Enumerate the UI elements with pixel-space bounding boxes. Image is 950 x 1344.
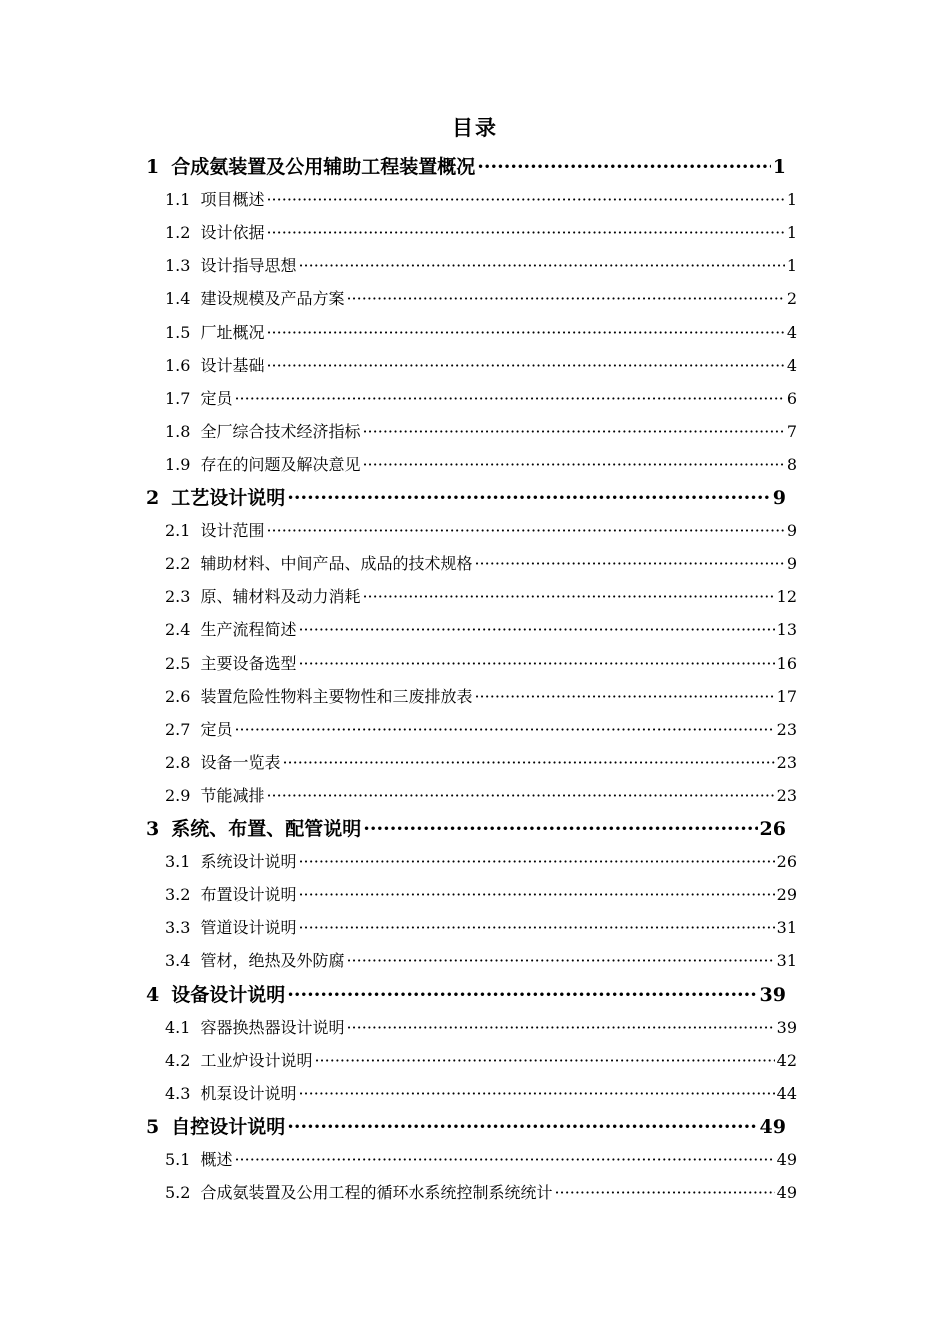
dot-leader xyxy=(362,448,784,481)
toc-title: 目录 xyxy=(452,115,498,140)
toc-entry-page: 29 xyxy=(776,885,797,905)
toc-entry-page: 49 xyxy=(776,1150,797,1169)
toc-section-entry[interactable] xyxy=(165,382,797,415)
toc-entry-title: 设计范围 xyxy=(200,521,265,541)
dot-leader xyxy=(287,481,771,515)
toc-entry-title: 机泵设计说明 xyxy=(200,1083,297,1103)
toc-section-entry[interactable] xyxy=(165,282,797,315)
toc-entry-number: 1.1 xyxy=(165,190,191,210)
toc-section-entry[interactable] xyxy=(165,547,797,580)
toc-chapter-entry[interactable] xyxy=(146,978,786,1012)
toc-section-entry[interactable] xyxy=(165,1143,797,1176)
toc-chapter-entry[interactable] xyxy=(146,812,786,846)
dot-leader xyxy=(346,282,784,315)
toc-entry-title: 装置危险性物料主要物性和三废排放表 xyxy=(200,686,473,706)
toc-entry-number: 2.3 xyxy=(165,587,191,607)
toc-section-entry[interactable] xyxy=(165,845,797,878)
toc-entry-number: 3.3 xyxy=(165,918,191,938)
toc-entry-page: 23 xyxy=(776,719,797,739)
toc-entry-title: 建设规模及产品方案 xyxy=(200,289,345,309)
toc-section-entry[interactable] xyxy=(165,1077,797,1110)
toc-entry-page: 6 xyxy=(786,388,797,408)
toc-entry-title: 设备设计说明 xyxy=(171,983,286,1006)
dot-leader xyxy=(266,514,784,547)
toc-entry-page: 13 xyxy=(776,620,797,640)
toc-entry-page: 26 xyxy=(776,852,797,872)
toc-section-entry[interactable] xyxy=(165,216,797,249)
toc-entry-page: 44 xyxy=(776,1083,797,1103)
toc-entry-page: 1 xyxy=(786,190,797,210)
dot-leader xyxy=(474,547,784,580)
toc-entry-page: 1 xyxy=(786,256,797,276)
toc-entry-page: 2 xyxy=(786,289,797,309)
toc-entry-page: 4 xyxy=(786,322,797,342)
dot-leader xyxy=(298,613,774,646)
dot-leader xyxy=(266,183,784,216)
toc-entry-page: 49 xyxy=(776,1183,797,1203)
toc-entry-page: 9 xyxy=(786,521,797,541)
toc-entry-number: 1 xyxy=(146,156,160,178)
dot-leader xyxy=(314,1044,774,1077)
toc-entry-title: 布置设计说明 xyxy=(200,885,297,905)
toc-entry-number: 3.2 xyxy=(165,885,191,905)
toc-entry-page: 16 xyxy=(776,653,797,673)
toc-entry-number: 4.1 xyxy=(165,1017,191,1037)
toc-section-entry[interactable] xyxy=(165,713,797,746)
toc-entry-number: 1.6 xyxy=(165,355,191,375)
toc-entry-title: 合成氨装置及公用工程的循环水系统控制系统统计 xyxy=(200,1183,553,1203)
toc-entry-title: 合成氨装置及公用辅助工程装置概况 xyxy=(171,156,476,178)
dot-leader xyxy=(298,845,774,878)
toc-entry-page: 31 xyxy=(776,918,797,938)
toc-section-entry[interactable] xyxy=(165,448,797,481)
toc-entry-page: 31 xyxy=(776,951,797,971)
toc-entry-title: 项目概述 xyxy=(200,190,265,210)
toc-entry-number: 3 xyxy=(146,818,160,840)
toc-section-entry[interactable] xyxy=(165,249,797,282)
toc-entry-number: 3.1 xyxy=(165,852,191,872)
toc-entry-title: 设计基础 xyxy=(200,355,265,375)
toc-entry-title: 主要设备选型 xyxy=(200,653,297,673)
toc-section-entry[interactable] xyxy=(165,415,797,448)
dot-leader xyxy=(363,812,757,846)
toc-entry-title: 管材，绝热及外防腐 xyxy=(200,951,345,971)
dot-leader xyxy=(474,680,774,713)
toc-entry-number: 4.3 xyxy=(165,1083,191,1103)
toc-entry-title: 容器换热器设计说明 xyxy=(200,1017,345,1037)
toc-chapter-entry[interactable] xyxy=(146,1110,786,1144)
toc-section-entry[interactable] xyxy=(165,944,797,977)
toc-entry-number: 2.1 xyxy=(165,521,191,541)
toc-entry-title: 定员 xyxy=(200,388,233,408)
toc-section-entry[interactable] xyxy=(165,316,797,349)
dot-leader xyxy=(362,415,784,448)
toc-entry-number: 2.9 xyxy=(165,785,191,805)
toc-entry-number: 1.7 xyxy=(165,388,191,408)
toc-entry-page: 9 xyxy=(772,487,786,509)
toc-section-entry[interactable] xyxy=(165,183,797,216)
toc-entry-page: 8 xyxy=(786,454,797,474)
toc-entry-page: 39 xyxy=(759,983,786,1006)
toc-section-entry[interactable] xyxy=(165,613,797,646)
dot-leader xyxy=(266,316,784,349)
dot-leader xyxy=(554,1176,774,1209)
dot-leader xyxy=(477,150,771,184)
toc-entry-title: 全厂综合技术经济指标 xyxy=(200,421,361,441)
dot-leader xyxy=(298,878,774,911)
toc-entry-number: 1.4 xyxy=(165,289,191,309)
toc-section-entry[interactable] xyxy=(165,647,797,680)
toc-entry-page: 9 xyxy=(786,554,797,574)
dot-leader xyxy=(234,382,784,415)
toc-entry-title: 设备一览表 xyxy=(200,752,281,772)
toc-section-entry[interactable] xyxy=(165,1176,797,1209)
toc-entry-title: 原、辅材料及动力消耗 xyxy=(200,587,361,607)
toc-entry-title: 管道设计说明 xyxy=(200,918,297,938)
dot-leader xyxy=(298,249,784,282)
dot-leader xyxy=(287,978,757,1012)
dot-leader xyxy=(298,911,774,944)
toc-section-entry[interactable] xyxy=(165,1044,797,1077)
toc-entry-number: 2.4 xyxy=(165,620,191,640)
toc-entry-title: 辅助材料、中间产品、成品的技术规格 xyxy=(200,554,473,574)
toc-section-entry[interactable] xyxy=(165,746,797,779)
toc-entry-number: 2.2 xyxy=(165,554,191,574)
dot-leader xyxy=(266,779,774,812)
toc-entry-title: 设计指导思想 xyxy=(200,256,297,276)
toc-section-entry[interactable] xyxy=(165,580,797,613)
toc-section-entry[interactable] xyxy=(165,1011,797,1044)
toc-entry-title: 系统、布置、配管说明 xyxy=(171,818,362,840)
toc-entry-title: 存在的问题及解决意见 xyxy=(200,454,361,474)
toc-section-entry[interactable] xyxy=(165,911,797,944)
toc-entry-number: 1.8 xyxy=(165,421,191,441)
toc-entry-number: 1.2 xyxy=(165,223,191,243)
toc-entry-title: 自控设计说明 xyxy=(171,1115,286,1138)
toc-entry-title: 系统设计说明 xyxy=(200,852,297,872)
dot-leader xyxy=(282,746,774,779)
toc-entry-page: 1 xyxy=(786,223,797,243)
toc-entry-number: 4.2 xyxy=(165,1050,191,1070)
toc-entry-page: 7 xyxy=(786,421,797,441)
toc-entry-number: 2.8 xyxy=(165,752,191,772)
toc-entry-title: 定员 xyxy=(200,719,233,739)
dot-leader xyxy=(287,1110,757,1144)
toc-chapter-entry[interactable] xyxy=(146,150,786,184)
toc-section-entry[interactable] xyxy=(165,514,797,547)
dot-leader xyxy=(346,944,774,977)
toc-entry-page: 23 xyxy=(776,785,797,805)
toc-entry-page: 42 xyxy=(776,1050,797,1070)
toc-section-entry[interactable] xyxy=(165,779,797,812)
dot-leader xyxy=(346,1011,774,1044)
toc-entry-page: 39 xyxy=(776,1017,797,1037)
toc-entry-number: 3.4 xyxy=(165,951,191,971)
dot-leader xyxy=(298,1077,774,1110)
toc-entry-page: 23 xyxy=(776,752,797,772)
toc-entry-page: 1 xyxy=(772,156,786,178)
dot-leader xyxy=(266,349,784,382)
toc-entry-title: 工业炉设计说明 xyxy=(200,1050,313,1070)
toc-entry-number: 5.2 xyxy=(165,1183,191,1203)
toc-entry-title: 概述 xyxy=(200,1150,233,1169)
toc-entry-number: 1.5 xyxy=(165,322,191,342)
toc-section-entry[interactable] xyxy=(165,680,797,713)
toc-entry-number: 2.6 xyxy=(165,686,191,706)
toc-entry-page: 12 xyxy=(776,587,797,607)
toc-entry-number: 5 xyxy=(146,1115,160,1138)
toc-section-entry[interactable] xyxy=(165,878,797,911)
toc-entry-number: 4 xyxy=(146,983,160,1006)
toc-entry-page: 49 xyxy=(759,1115,786,1138)
toc-entry-page: 17 xyxy=(776,686,797,706)
toc-section-entry[interactable] xyxy=(165,349,797,382)
toc-entry-title: 厂址概况 xyxy=(200,322,265,342)
dot-leader xyxy=(234,713,774,746)
toc-entry-page: 26 xyxy=(759,818,786,840)
toc-chapter-entry[interactable] xyxy=(146,481,786,515)
toc-entry-number: 1.3 xyxy=(165,256,191,276)
toc-entry-number: 2 xyxy=(146,487,160,509)
dot-leader xyxy=(298,647,774,680)
toc-entry-number: 1.9 xyxy=(165,454,191,474)
toc-entry-title: 工艺设计说明 xyxy=(171,487,286,509)
dot-leader xyxy=(362,580,774,613)
toc-entry-number: 2.7 xyxy=(165,719,191,739)
dot-leader xyxy=(234,1143,774,1176)
toc-entry-number: 2.5 xyxy=(165,653,191,673)
toc-entry-title: 生产流程简述 xyxy=(200,620,297,640)
toc-entry-title: 节能减排 xyxy=(200,785,265,805)
dot-leader xyxy=(266,216,784,249)
toc-entry-title: 设计依据 xyxy=(200,223,265,243)
toc-entry-number: 5.1 xyxy=(165,1150,191,1169)
toc-entry-page: 4 xyxy=(786,355,797,375)
